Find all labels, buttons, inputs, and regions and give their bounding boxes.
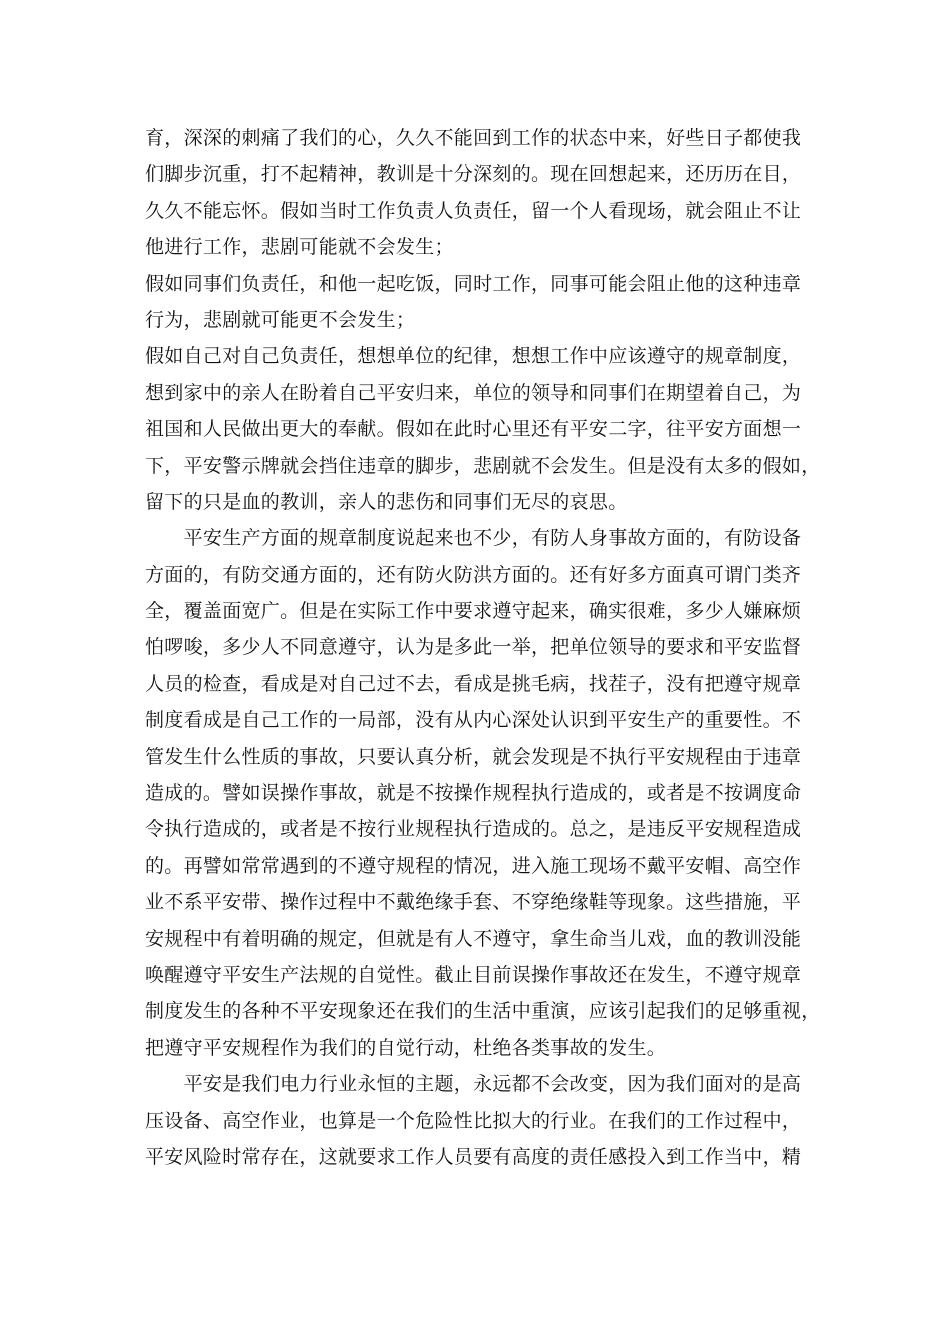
text-line: 育，深深的刺痛了我们的心，久久不能回到工作的状态中来，好些日子都使我	[145, 127, 802, 149]
text-line: 唤醒遵守平安生产法规的自觉性。截止目前误操作事故还在发生，不遵守规章	[145, 963, 802, 986]
text-line: 留下的只是血的教训，亲人的悲伤和同事们无尽的哀思。	[145, 490, 628, 513]
text-line: 平安风险时常存在，这就要求工作人员要有高度的责任感投入到工作当中，精	[145, 1145, 802, 1168]
text-line: 行为，悲剧就可能更不会发生；	[145, 308, 416, 331]
text-line: 他进行工作，悲剧可能就不会发生；	[145, 236, 454, 259]
text-line: 们脚步沉重，打不起精神，教训是十分深刻的。现在回想起来，还历历在目，	[145, 163, 802, 186]
text-line: 的。再譬如常常遇到的不遵守规程的情况，进入施工现场不戴平安帽、高空作	[145, 854, 802, 877]
text-line: 下，平安警示牌就会挡住违章的脚步，悲剧就不会发生。但是没有太多的假如，	[145, 454, 821, 477]
text-line: 制度看成是自己工作的一局部，没有从内心深处认识到平安生产的重要性。不	[145, 709, 802, 732]
text-line: 压设备、高空作业，也算是一个危险性比拟大的行业。在我们的工作过程中，	[145, 1109, 802, 1132]
text-line: 平安生产方面的规章制度说起来也不少，有防人身事故方面的，有防设备	[145, 527, 802, 550]
text-line: 祖国和人民做出更大的奉献。假如在此时心里还有平安二字，往平安方面想一	[145, 418, 802, 441]
text-line: 全，覆盖面宽广。但是在实际工作中要求遵守起来，确实很难，多少人嫌麻烦	[145, 600, 802, 623]
text-line: 怕啰唆，多少人不同意遵守，认为是多此一举，把单位领导的要求和平安监督	[145, 636, 802, 659]
text-line: 业不系平安带、操作过程中不戴绝缘手套、不穿绝缘鞋等现象。这些措施，平	[145, 891, 802, 914]
text-line: 平安是我们电力行业永恒的主题，永远都不会改变，因为我们面对的是高	[145, 1073, 802, 1096]
text-line: 把遵守平安规程作为我们的自觉行动，杜绝各类事故的发生。	[145, 1036, 667, 1059]
text-line: 令执行造成的，或者是不按行业规程执行造成的。总之，是违反平安规程造成	[145, 818, 802, 841]
text-line: 安规程中有着明确的规定，但就是有人不遵守，拿生命当儿戏，血的教训没能	[145, 927, 802, 950]
document-body	[145, 120, 821, 1175]
text-line: 想到家中的亲人在盼着自己平安归来，单位的领导和同事们在期望着自己，为	[145, 381, 802, 404]
text-line: 人员的检查，看成是对自己过不去，看成是挑毛病，找茬子，没有把遵守规章	[145, 672, 802, 695]
text-line: 管发生什么性质的事故，只要认真分析，就会发现是不执行平安规程由于违章	[145, 745, 802, 768]
text-line: 造成的。譬如误操作事故，就是不按操作规程执行造成的，或者是不按调度命	[145, 782, 802, 805]
text-line: 制度发生的各种不平安现象还在我们的生活中重演，应该引起我们的足够重视，	[145, 1000, 821, 1023]
text-line: 假如同事们负责任，和他一起吃饭，同时工作，同事可能会阻止他的这种违章	[145, 272, 802, 295]
text-line: 久久不能忘怀。假如当时工作负责人负责任，留一个人看现场，就会阻止不让	[145, 199, 802, 222]
text-line: 假如自己对自己负责任，想想单位的纪律，想想工作中应该遵守的规章制度，	[145, 345, 802, 368]
text-line: 方面的，有防交通方面的，还有防火防洪方面的。还有好多方面真可谓门类齐	[145, 563, 802, 586]
